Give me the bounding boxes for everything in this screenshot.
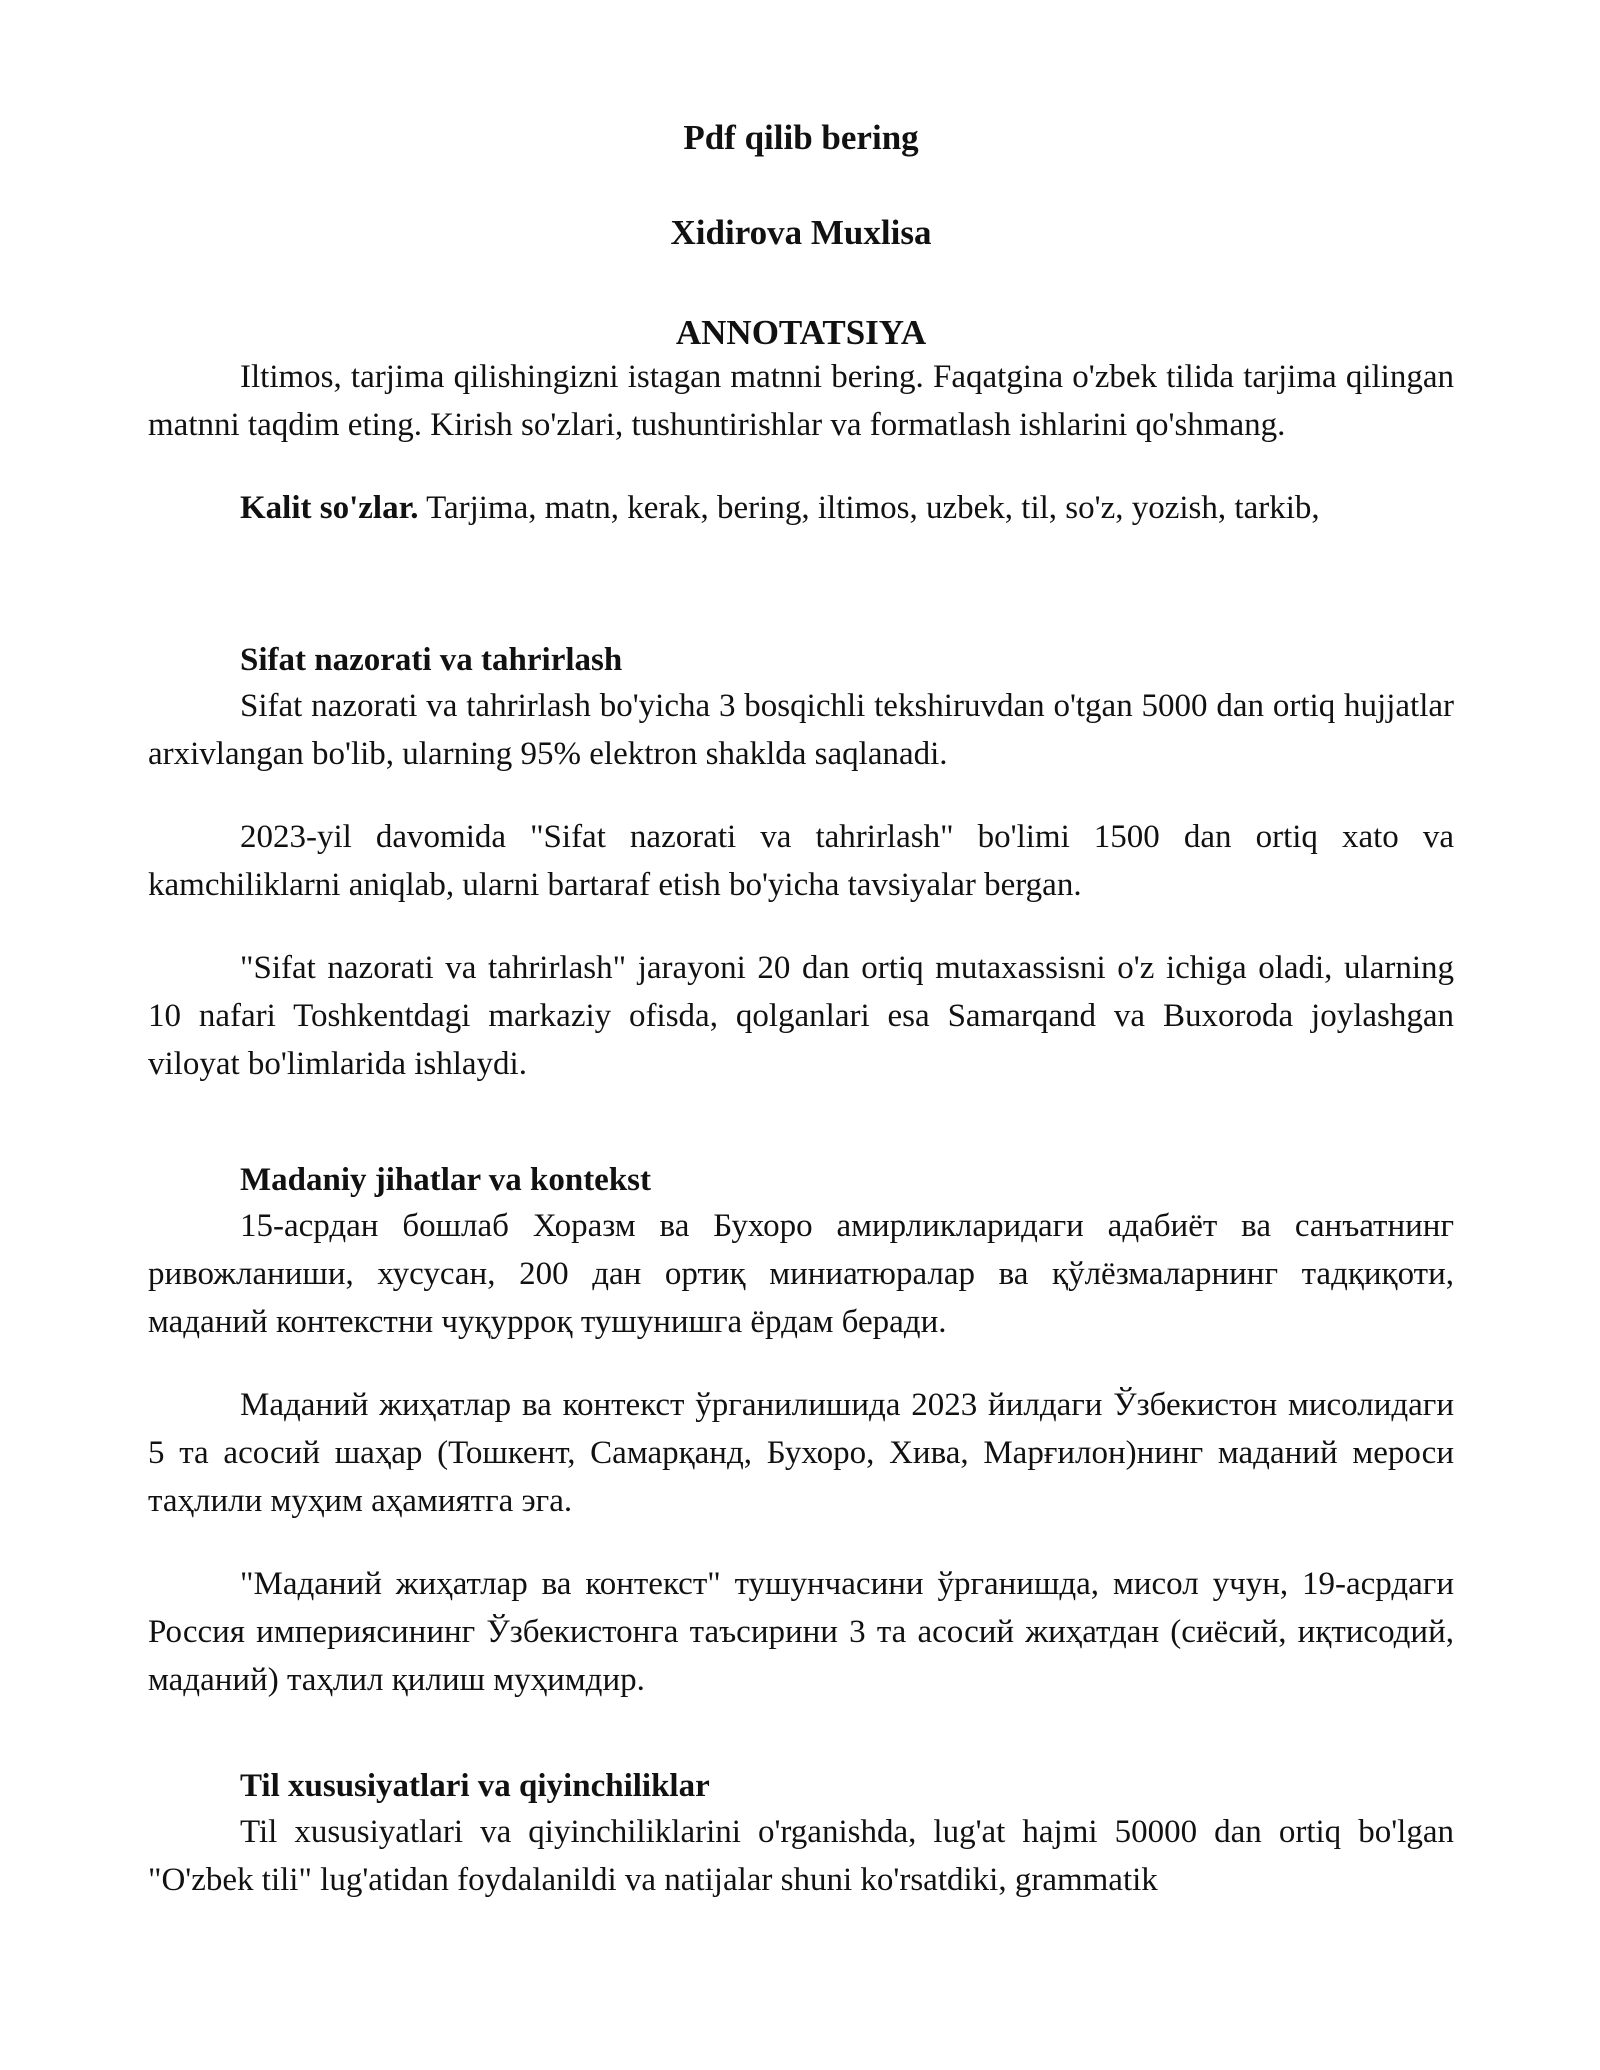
keywords-label: Kalit so'zlar. [240, 490, 419, 526]
annotation-heading: ANNOTATSIYA [675, 313, 927, 352]
section-heading-language-features: Til xususiyatlari va qiyinchiliklar [240, 1768, 710, 1804]
section-paragraph: Маданий жиҳатлар ва контекст ўрганилишида 2023 йилдаги Ўзбекистон мисолидаги 5 та асосий шаҳар (Тошкент, Самарқанд, Бухоро, Хива, Марғилон)нинг маданий мероси таҳлили муҳим аҳамиятга эга. [148, 1387, 1454, 1519]
section-paragraph: Til xususiyatlari va qiyinchiliklarini o'rganishda, lug'at hajmi 50000 dan ortiq bo'lgan "O'zbek tili" lug'atidan foydalanildi va natijalar shuni ko'rsatdiki, grammatik [148, 1814, 1454, 1898]
keywords-paragraph [148, 484, 1454, 532]
section-heading-quality-control: Sifat nazorati va tahrirlash [240, 642, 623, 678]
document-page [148, 118, 1454, 1904]
author-name: Xidirova Muxlisa [670, 213, 932, 252]
section-paragraph: "Sifat nazorati va tahrirlash" jarayoni 20 dan ortiq mutaxassisni o'z ichiga oladi, ularning 10 nafari Toshkentdagi markaziy ofisda, qolganlari esa Samarqand va Buxoroda joylashgan viloyat bo'limlarida ishlaydi. [148, 950, 1454, 1082]
section-paragraph: 2023-yil davomida "Sifat nazorati va tahrirlash" bo'limi 1500 dan ortiq xato va kamchiliklarni aniqlab, ularni bartaraf etish bo'yicha tavsiyalar bergan. [148, 819, 1454, 903]
section-paragraph: 15-асрдан бошлаб Хоразм ва Бухоро амирликларидаги адабиёт ва санъатнинг ривожланиши, хусусан, 200 дан ортиқ миниатюралар ва қўлёзмаларнинг тадқиқоти, маданий контекстни чуқурроқ тушунишга ёрдам беради. [148, 1208, 1454, 1340]
section-paragraph: Sifat nazorati va tahrirlash bo'yicha 3 bosqichli tekshiruvdan o'tgan 5000 dan ortiq hujjatlar arxivlangan bo'lib, ularning 95% elektron shaklda saqlanadi. [148, 688, 1454, 772]
section-paragraph: "Маданий жиҳатлар ва контекст" тушунчасини ўрганишда, мисол учун, 19-асрдаги Россия империясининг Ўзбекистонга таъсирини 3 та асосий жиҳатдан (сиёсий, иқтисодий, маданий) таҳлил қилиш муҳимдир. [148, 1566, 1454, 1698]
annotation-paragraph: Iltimos, tarjima qilishingizni istagan matnni bering. Faqatgina o'zbek tilida tarjima qilingan matnni taqdim eting. Kirish so'zlari, tushuntirishlar va formatlash ishlarini qo'shmang. [148, 359, 1454, 443]
section-heading-cultural-context: Madaniy jihatlar va kontekst [240, 1162, 652, 1198]
document-title: Pdf qilib bering [683, 118, 919, 157]
keywords-text: Tarjima, matn, kerak, bering, iltimos, uzbek, til, so'z, yozish, tarkib, [418, 490, 1320, 526]
